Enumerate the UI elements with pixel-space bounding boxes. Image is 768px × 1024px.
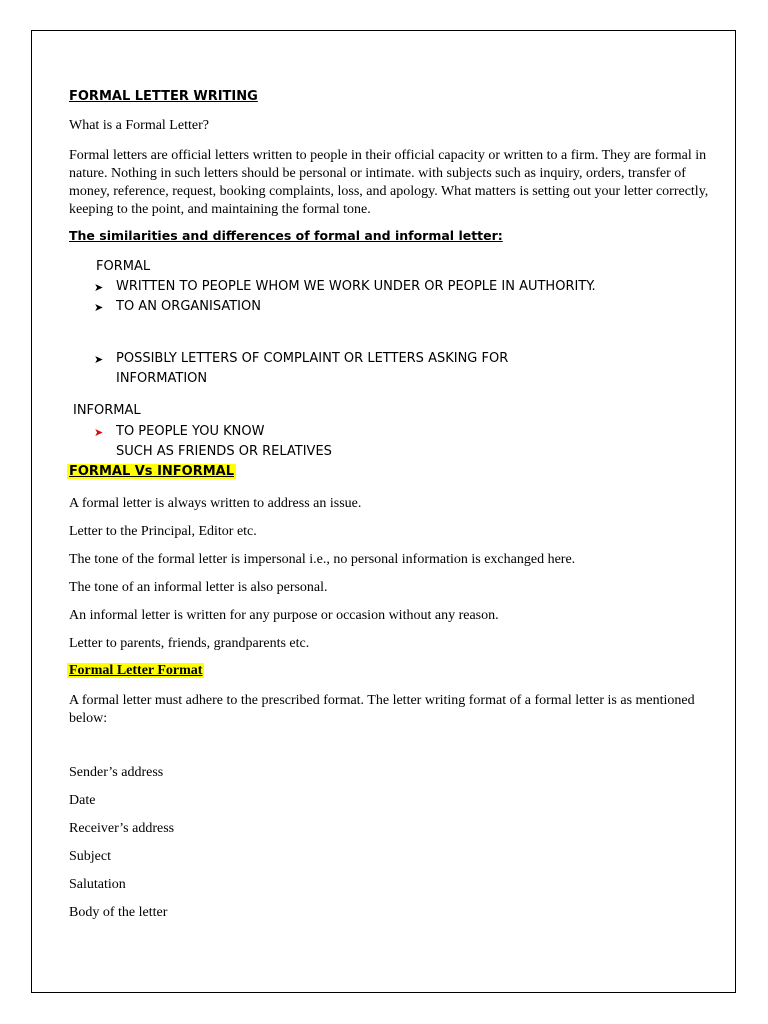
formal-item-3: POSSIBLY LETTERS OF COMPLAINT OR LETTERS ASKING FOR: [116, 351, 509, 366]
vs-line-5: An informal letter is written for any purpose or occasion without any reason.: [69, 608, 499, 623]
arrow-bullet-icon: ➤: [94, 301, 104, 314]
similarities-heading: The similarities and differences of formal and informal letter:: [69, 228, 503, 243]
red-arrow-bullet-icon: ➤: [94, 426, 104, 439]
format-item-salutation: Salutation: [69, 877, 126, 892]
formal-item-1: WRITTEN TO PEOPLE WHOM WE WORK UNDER OR PEOPLE IN AUTHORITY.: [116, 279, 596, 294]
vs-heading: FORMAL Vs INFORMAL: [69, 464, 235, 479]
format-intro-paragraph: A formal letter must adhere to the prescribed format. The letter writing format of a formal letter is as mentioned below:: [69, 693, 695, 726]
informal-item-1: TO PEOPLE YOU KNOW: [116, 424, 265, 439]
formal-label: FORMAL: [96, 259, 151, 274]
formal-item-3-continued: INFORMATION: [116, 371, 208, 386]
document-title: FORMAL LETTER WRITING: [69, 89, 258, 104]
question-line: What is a Formal Letter?: [69, 118, 209, 133]
arrow-bullet-icon: ➤: [94, 281, 104, 294]
informal-item-2: SUCH AS FRIENDS OR RELATIVES: [116, 444, 332, 459]
vs-line-1: A formal letter is always written to address an issue.: [69, 496, 362, 511]
format-item-body: Body of the letter: [69, 905, 168, 920]
arrow-bullet-icon: ➤: [94, 353, 104, 366]
format-heading: Formal Letter Format: [69, 663, 203, 678]
format-item-receivers-address: Receiver’s address: [69, 821, 175, 836]
intro-paragraph: Formal letters are official letters written to people in their official capacity or written to a firm. They are formal in nature. Nothing in such letters should be personal or intimate. with subjects such as inquiry, orders, transfer of money, reference, request, booking complaints, loss, and apology. What matters is setting out your letter correctly, keeping to the point, and maintaining the formal tone.: [69, 148, 709, 217]
vs-line-6: Letter to parents, friends, grandparents etc.: [69, 636, 310, 651]
format-item-senders-address: Sender’s address: [69, 765, 164, 780]
format-item-subject: Subject: [69, 849, 111, 864]
informal-label: INFORMAL: [73, 403, 141, 418]
formal-item-2: TO AN ORGANISATION: [116, 299, 261, 314]
vs-line-3: The tone of the formal letter is impersonal i.e., no personal information is exchanged here.: [69, 552, 576, 567]
vs-line-4: The tone of an informal letter is also personal.: [69, 580, 328, 595]
format-item-date: Date: [69, 793, 96, 808]
vs-line-2: Letter to the Principal, Editor etc.: [69, 524, 257, 539]
